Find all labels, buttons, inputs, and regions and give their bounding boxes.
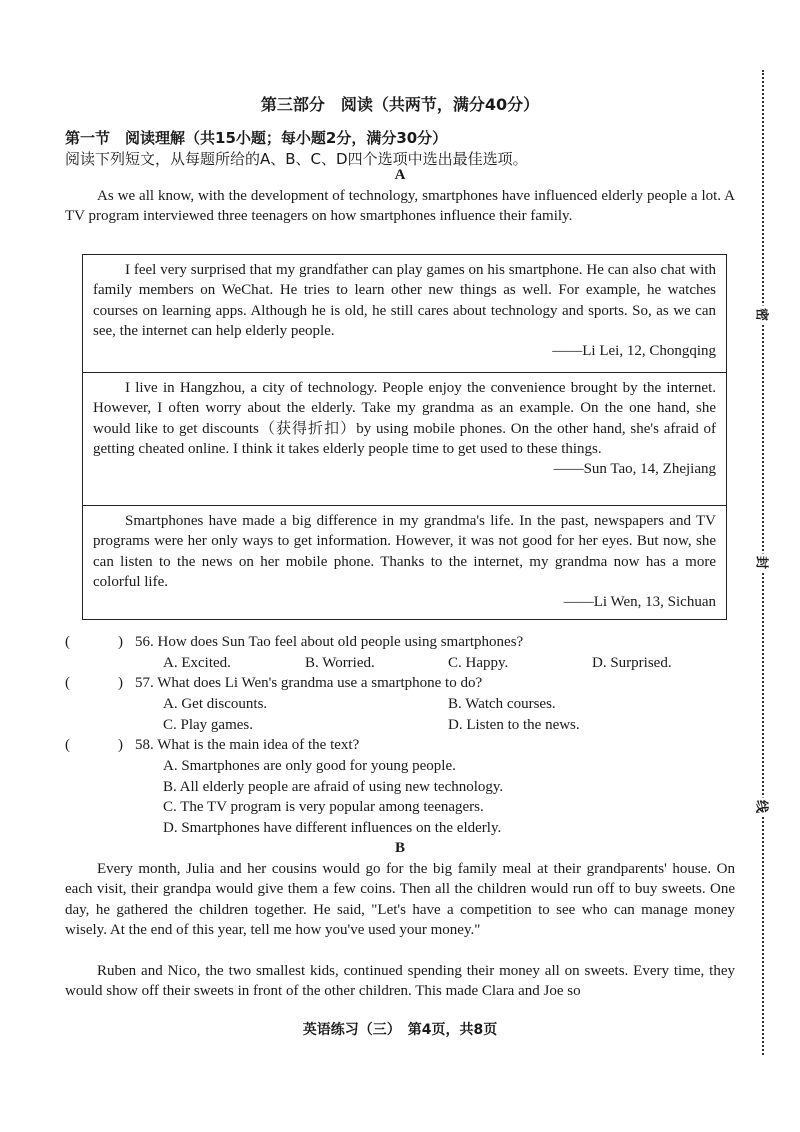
option-d[interactable]: D. Surprised. — [592, 655, 672, 671]
answer-paren-open[interactable]: ( — [65, 675, 70, 691]
option-b[interactable]: B. Worried. — [305, 655, 375, 671]
page-footer: 英语练习（三） 第4页，共8页 — [302, 1022, 498, 1038]
option-d[interactable]: D. Smartphones have different influences on the elderly. — [163, 820, 502, 836]
binding-char-feng: 封 — [754, 554, 773, 572]
binding-char-xian: 线 — [754, 798, 773, 816]
question-text: 56. How does Sun Tao feel about old people using smartphones? — [135, 634, 524, 650]
question-text: 57. What does Li Wen's grandma use a smartphone to do? — [135, 675, 483, 691]
testimonial-text: I live in Hangzhou, a city of technology. People enjoy the convenience brought by the internet. However, I often worry about the elderly. Take my grandma as an example. On the one hand, she would like to get discounts（获得折扣）by using mobile phones. On the other hand, she's afraid of getting cheated online. I think it takes elderly people time to get used to these things. — [93, 380, 716, 457]
option-b[interactable]: B. All elderly people are afraid of using new technology. — [163, 779, 504, 795]
option-a[interactable]: A. Smartphones are only good for young people. — [163, 758, 456, 774]
option-c[interactable]: C. Play games. — [163, 717, 253, 733]
section-title: 第三部分 阅读（共两节，满分40分） — [260, 95, 540, 114]
passage-b-letter: B — [394, 840, 405, 856]
sub-heading: 第一节 阅读理解（共15小题；每小题2分，满分30分） — [65, 129, 448, 147]
testimonial-text: Smartphones have made a big difference in my grandma's life. In the past, newspapers and TV programs were her only ways to get information. However, it was not good for her eyes. But now, she can listen to the news on her mobile phone. Thanks to the internet, my grandma now has a more colorful life. — [93, 513, 716, 590]
testimonial-box — [83, 505, 726, 619]
passage-b-paragraph: Every month, Julia and her cousins would go for the big family meal at their grandparents' house. On each visit, their grandpa would give them a few coins. Then all the children would run off to buy sweets. One day, he gathered the children together. He said, "Let's have a competition to see who can manage money wisely. At the end of this year, tell me how you've used your money." — [65, 861, 735, 939]
instruction: 阅读下列短文，从每题所给的A、B、C、D四个选项中选出最佳选项。 — [65, 150, 528, 168]
testimonial-box — [83, 260, 726, 372]
testimonial-box — [83, 372, 726, 505]
testimonial-boxes — [82, 254, 727, 620]
answer-paren-close[interactable]: ) — [118, 675, 123, 691]
passage-b-paragraph: Ruben and Nico, the two smallest kids, continued spending their money all on sweets. Every time, they would show off their sweets in front of the other children. This made Clara and Joe so — [65, 963, 735, 1000]
testimonial-text: I feel very surprised that my grandfather can play games on his smartphone. He can also chat with family members on WeChat. He tries to learn other new things as well. For example, he watches courses on learning apps. Although he is old, he still cares about technology and sports. So, as we can see, the internet can help elderly people. — [93, 262, 716, 339]
question-text: 58. What is the main idea of the text? — [135, 737, 360, 753]
passage-a-letter: A — [394, 167, 406, 183]
passage-a-intro: As we all know, with the development of technology, smartphones have influenced elderly people a lot. A TV program interviewed three teenagers on how smartphones influence their family. — [65, 188, 735, 225]
testimonial-signature: ——Li Lei, 12, Chongqing — [552, 343, 716, 360]
option-c[interactable]: C. The TV program is very popular among teenagers. — [163, 799, 484, 815]
option-d[interactable]: D. Listen to the news. — [448, 717, 580, 733]
option-a[interactable]: A. Excited. — [163, 655, 231, 671]
answer-paren-close[interactable]: ) — [118, 737, 123, 753]
testimonial-signature: ——Li Wen, 13, Sichuan — [563, 594, 716, 611]
answer-paren-close[interactable]: ) — [118, 634, 123, 650]
answer-paren-open[interactable]: ( — [65, 737, 70, 753]
option-c[interactable]: C. Happy. — [448, 655, 509, 671]
binding-char-mi: 密 — [754, 306, 773, 324]
option-b[interactable]: B. Watch courses. — [448, 696, 556, 712]
answer-paren-open[interactable]: ( — [65, 634, 70, 650]
testimonial-signature: ——Sun Tao, 14, Zhejiang — [553, 461, 716, 478]
option-a[interactable]: A. Get discounts. — [163, 696, 268, 712]
